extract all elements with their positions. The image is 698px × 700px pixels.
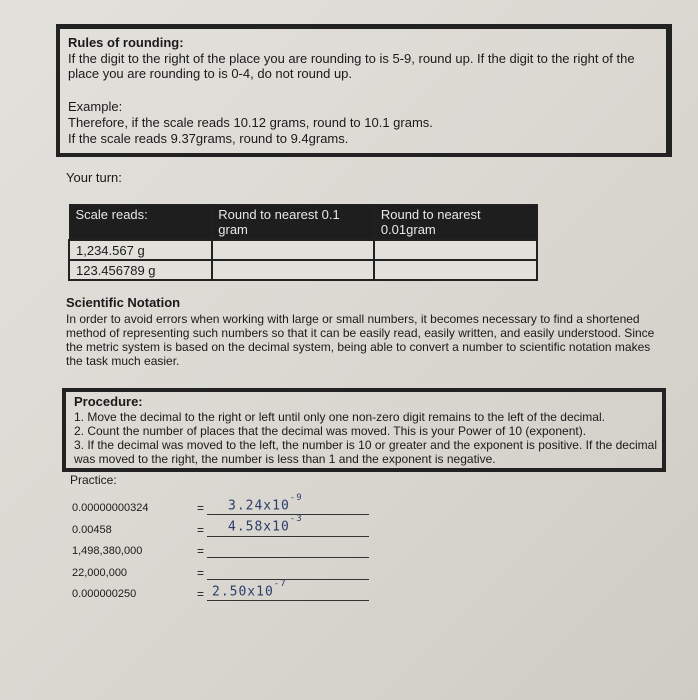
table-header-row	[69, 205, 537, 241]
rules-box	[56, 24, 672, 157]
answer-line	[207, 579, 369, 580]
table-header-cell: Round to nearest 0.1 gram	[212, 205, 375, 241]
practice-number: 0.00458	[72, 524, 112, 536]
equals-sign: =	[197, 523, 205, 537]
procedure-divider	[62, 468, 662, 472]
equals-sign: =	[197, 501, 205, 515]
scientific-title: Scientific Notation	[66, 295, 181, 310]
practice-label: Practice:	[70, 473, 117, 487]
table-row	[69, 240, 537, 260]
handwritten-answer[interactable]: $2.50x10^{-7}$	[212, 579, 287, 600]
table-answer-cell[interactable]	[212, 260, 375, 280]
table-answer-cell[interactable]	[212, 240, 375, 260]
practice-number: 0.00000000324	[72, 502, 149, 514]
example-line-2: If the scale reads 9.37grams, round to 9.4grams.	[68, 131, 349, 146]
handwritten-answer[interactable]: $3.24x10^{-9}$	[228, 493, 303, 514]
answer-line	[207, 514, 369, 515]
table-answer-cell[interactable]	[374, 260, 537, 280]
handwritten-answer[interactable]: $4.58x10^{-3}$	[228, 514, 303, 535]
table-answer-cell[interactable]	[374, 240, 537, 260]
equals-sign: =	[197, 587, 205, 601]
table-cell: 123.456789 g	[69, 260, 212, 280]
example-label: Example:	[68, 99, 123, 114]
equals-sign: =	[197, 544, 205, 558]
table-row	[69, 260, 537, 280]
answer-line	[207, 536, 369, 537]
example-line-1: Therefore, if the scale reads 10.12 grams, round to 10.1 grams.	[68, 115, 433, 130]
your-turn-label: Your turn:	[66, 170, 122, 185]
procedure-step: 1. Move the decimal to the right or left until only one non-zero digit remains to the left of the decimal.	[74, 410, 605, 424]
practice-number: 0.000000250	[72, 588, 137, 600]
rules-title: Rules of rounding:	[68, 35, 184, 50]
table-header-cell: Round to nearest 0.01gram	[374, 205, 537, 241]
procedure-title: Procedure:	[74, 394, 143, 409]
practice-number: 1,498,380,000	[72, 545, 143, 557]
procedure-box	[62, 388, 666, 472]
answer-line	[207, 557, 369, 558]
procedure-step: 2. Count the number of places that the decimal was moved. This is your Power of 10 (exponent).	[74, 424, 587, 438]
table-cell: 1,234.567 g	[69, 240, 212, 260]
table-header-cell: Scale reads:	[69, 205, 212, 241]
scientific-text: In order to avoid errors when working with large or small numbers, it becomes necessary to find a shortened method of representing such numbers so that it can be easily read, easily written, and easily understood. Since the metric system is based on the decimal system, being able to convert a number to scientific notation makes the task much easier.	[66, 312, 655, 368]
practice-number: 22,000,000	[72, 567, 128, 579]
rules-text: If the digit to the right of the place you are rounding to is 5-9, round up. If the digit to the right of the place you are rounding to is 0-4, do not round up.	[68, 51, 635, 81]
equals-sign: =	[197, 566, 205, 580]
procedure-step: 3. If the decimal was moved to the left, the number is 10 or greater and the exponent is positive. If the decimal was moved to the right, the number is less than 1 and the exponent is negative.	[74, 438, 657, 466]
rounding-table	[68, 204, 538, 281]
answer-line	[207, 600, 369, 601]
